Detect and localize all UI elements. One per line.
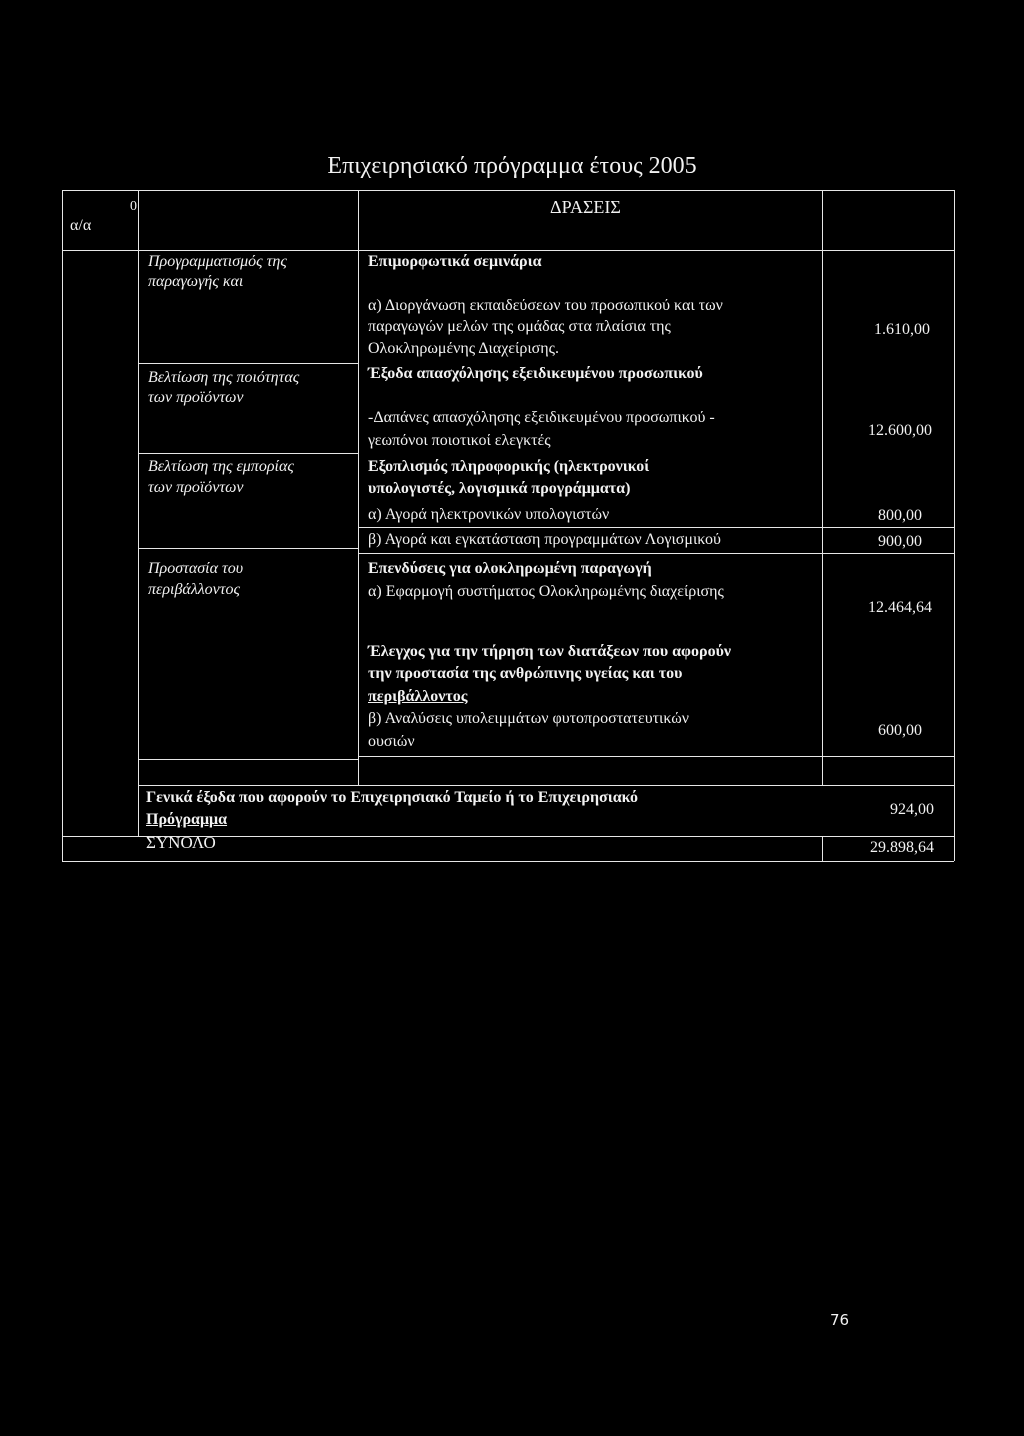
action-integrated-system: α) Εφαρμογή συστήματος Ολοκληρωμένης διαχείρισης: [368, 583, 724, 600]
col-header-actions: ΔΡΑΣΕΙΣ: [550, 197, 621, 217]
amount-software: 900,00: [878, 533, 922, 550]
action-integrated-production: Επενδύσεις για ολοκληρωμένη παραγωγή: [368, 560, 652, 577]
action-seminars: Επιμορφωτικά σεμινάρια: [368, 253, 542, 270]
page-title: Επιχειρησιακό πρόγραμμα έτους 2005: [327, 153, 697, 179]
amount-integrated-system: 12.464,64: [868, 599, 932, 616]
total-amount: 29.898,64: [870, 839, 934, 856]
total-label: ΣΥΝΟΛΟ: [146, 833, 216, 852]
amount-staff: 12.600,00: [868, 422, 932, 439]
amount-seminars: 1.610,00: [874, 321, 930, 338]
col-header-aa: α/α: [70, 217, 92, 234]
page-number: 76: [830, 1311, 850, 1329]
amount-residue-analysis: 600,00: [878, 722, 922, 739]
amount-computers: 800,00: [878, 507, 922, 524]
amount-general-expenses: 924,00: [890, 801, 934, 818]
action-it-computers: α) Αγορά ηλεκτρονικών υπολογιστών: [368, 506, 610, 523]
action-staff: Έξοδα απασχόλησης εξειδικευμένου προσωπικού: [368, 365, 703, 382]
col-header-mark: 0: [130, 199, 137, 214]
action-it-software: β) Αγορά και εγκατάσταση προγραμμάτων Λογισμικού: [368, 531, 721, 548]
